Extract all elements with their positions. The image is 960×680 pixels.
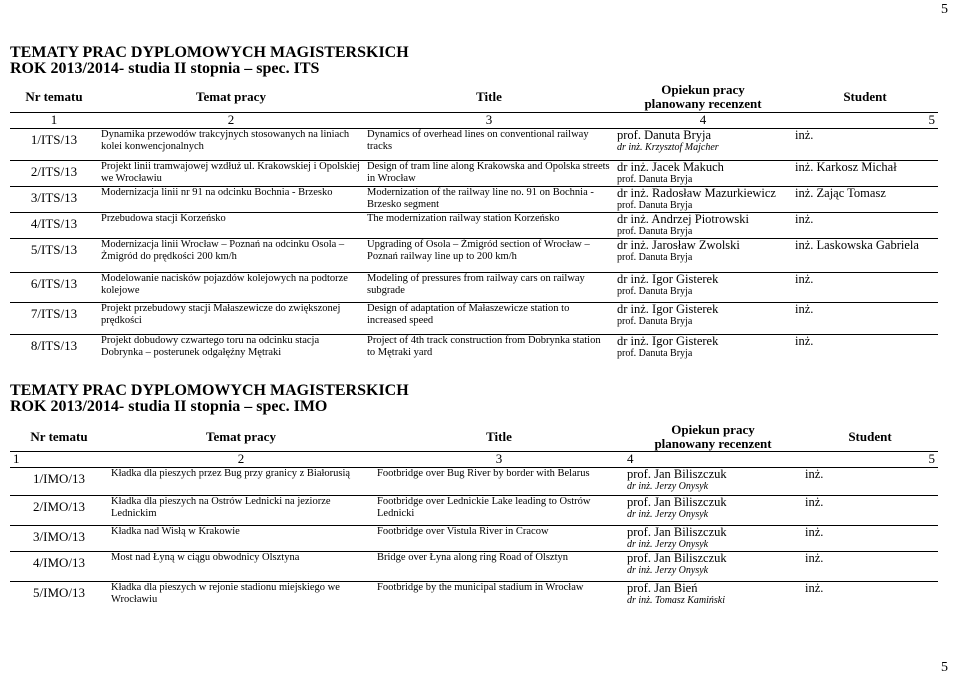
topic-title-en: Footbridge over Lednickie Lake leading to Ostrów Lednicki (377, 496, 591, 519)
topic-title-en: The modernization railway station Korzeńsko (367, 212, 560, 224)
topic-title-pl: Projekt przebudowy stacji Małaszewicze do zwiększonej prędkości (101, 302, 341, 326)
column-number: 1 (13, 451, 20, 466)
column-number: 2 (237, 451, 245, 466)
table-row (10, 160, 938, 186)
its-topics-table (10, 82, 938, 370)
supervisor-name: prof. Jan Biliszczuk (627, 525, 727, 539)
page-number-top: 5 (941, 2, 948, 17)
table-row (10, 468, 938, 496)
supervisor-cell (624, 468, 802, 496)
column-number: 3 (485, 112, 493, 127)
reviewer-name: prof. Danuta Bryja (617, 225, 693, 237)
supervisor-name: dr inż. Jarosław Zwolski (617, 238, 740, 252)
student-name: inż. (805, 495, 824, 509)
reviewer-name: prof. Danuta Bryja (617, 251, 693, 263)
topic-number: 8/ITS/13 (30, 337, 78, 353)
student-name: inż. Laskowska Gabriela (795, 238, 919, 252)
supervisor-name: dr inż. Igor Gisterek (617, 334, 719, 348)
supervisor-cell (614, 238, 792, 272)
topic-number: 1/IMO/13 (33, 471, 85, 486)
column-number: 2 (227, 112, 235, 127)
table-row (10, 238, 938, 272)
student-name: inż. Zając Tomasz (795, 186, 886, 200)
supervisor-cell (624, 582, 802, 616)
imo-topics-table (10, 423, 938, 616)
supervisor-name: prof. Jan Bień (627, 581, 698, 595)
column-number: 4 (699, 112, 707, 127)
topic-number: 3/ITS/13 (30, 189, 78, 205)
topic-number: 4/ITS/13 (30, 215, 78, 231)
supervisor-cell (614, 186, 792, 212)
supervisor-name: prof. Jan Biliszczuk (627, 495, 727, 509)
topic-title-en: Modeling of pressures from railway cars on railway subgrade (367, 272, 585, 296)
supervisor-name: dr inż. Jacek Makuch (617, 160, 724, 174)
supervisor-cell (614, 272, 792, 302)
supervisor-cell (624, 526, 802, 552)
student-name: inż. Karkosz Michał (795, 160, 897, 174)
supervisor-name: prof. Jan Biliszczuk (627, 551, 727, 565)
header-opiekun-label: Opiekun pracy (671, 423, 755, 437)
topic-title-pl: Modernizacja linii Wrocław – Poznań na odcinku Osola – Żmigród do prędkości 200 km/h (101, 238, 345, 262)
header-temat-pracy: Temat pracy (196, 88, 266, 104)
student-name: inż. (795, 128, 814, 142)
student-name: inż. (795, 272, 814, 286)
header-nr-tematu: Nr tematu (25, 88, 83, 104)
topic-title-en: Bridge over Łyna along ring Road of Olsztyn (377, 552, 568, 563)
column-numbers-row (10, 452, 938, 468)
supervisor-cell (614, 212, 792, 238)
column-number: 1 (50, 112, 58, 127)
imo-heading-line2: ROK 2013/2014- studia II stopnia – spec. IMO (10, 398, 328, 415)
student-name: inż. (805, 581, 824, 595)
topic-title-en: Footbridge over Vistula River in Cracow (377, 526, 549, 537)
student-name: inż. (805, 467, 824, 481)
column-numbers-row (10, 112, 938, 128)
reviewer-name: dr inż. Jerzy Onysyk (627, 565, 709, 576)
supervisor-name: prof. Danuta Bryja (617, 128, 712, 142)
reviewer-name: dr inż. Jerzy Onysyk (627, 509, 709, 520)
its-heading (10, 45, 409, 77)
supervisor-name: prof. Jan Biliszczuk (627, 467, 727, 481)
topic-number: 5/IMO/13 (33, 585, 85, 600)
topic-number: 7/ITS/13 (30, 305, 78, 321)
header-temat-pracy: Temat pracy (206, 429, 276, 444)
topic-title-en: Footbridge over Bug River by border with Belarus (377, 468, 590, 479)
table-row (10, 552, 938, 582)
topic-title-pl: Kładka nad Wisłą w Krakowie (111, 526, 240, 537)
supervisor-name: dr inż. Andrzej Piotrowski (617, 212, 749, 226)
header-student: Student (843, 88, 887, 104)
supervisor-cell (624, 552, 802, 582)
topic-title-pl: Modelowanie nacisków pojazdów kolejowych na podtorze kolejowe (101, 272, 348, 296)
topic-number: 2/IMO/13 (33, 499, 85, 514)
column-number: 3 (495, 451, 503, 466)
student-name: inż. (795, 212, 814, 226)
header-opiekun (624, 423, 802, 452)
header-title: Title (476, 88, 502, 104)
header-opiekun (614, 82, 792, 112)
column-number: 5 (928, 451, 935, 466)
topic-number: 5/ITS/13 (30, 241, 78, 257)
supervisor-cell (624, 496, 802, 526)
topic-number: 1/ITS/13 (30, 131, 78, 147)
topic-title-pl: Kładka dla pieszych w rejonie stadionu miejskiego we Wrocławiu (111, 582, 340, 605)
header-recenzent-label: planowany recenzent (654, 436, 772, 451)
topic-title-pl: Modernizacja linii nr 91 na odcinku Bochnia - Brzesko (101, 186, 333, 198)
topic-title-en: Modernization of the railway line no. 91 on Bochnia - Brzesko segment (367, 186, 594, 210)
header-title: Title (486, 429, 512, 444)
table-row (10, 272, 938, 302)
topic-title-en: Design of adaptation of Małaszewicze station to increased speed (367, 302, 570, 326)
reviewer-name: dr inż. Tomasz Kamiński (627, 595, 725, 606)
reviewer-name: prof. Danuta Bryja (617, 285, 693, 297)
reviewer-name: prof. Danuta Bryja (617, 173, 693, 185)
student-name: inż. (805, 551, 824, 565)
student-name: inż. (795, 334, 814, 348)
page-number-bottom: 5 (941, 660, 948, 675)
table-row (10, 186, 938, 212)
header-recenzent-label: planowany recenzent (644, 95, 762, 111)
topic-number: 3/IMO/13 (33, 529, 85, 544)
table-row (10, 496, 938, 526)
student-name: inż. (795, 302, 814, 316)
imo-heading (10, 383, 409, 415)
supervisor-cell (614, 160, 792, 186)
topic-title-pl: Dynamika przewodów trakcyjnych stosowanych na liniach kolei konwencjonalnych (101, 128, 350, 152)
topic-title-pl: Projekt linii tramwajowej wzdłuż ul. Krakowskiej i Opolskiej we Wrocławiu (101, 160, 360, 184)
supervisor-name: dr inż. Igor Gisterek (617, 302, 719, 316)
reviewer-name: dr inż. Krzysztof Majcher (617, 141, 719, 153)
topic-title-pl: Projekt dobudowy czwartego toru na odcinku stacja Dobrynka – posterunek odgałęźny Mętraki (101, 334, 320, 358)
supervisor-cell (614, 302, 792, 334)
header-student: Student (848, 429, 892, 444)
supervisor-cell (614, 334, 792, 370)
topic-title-pl: Przebudowa stacji Korzeńsko (101, 212, 226, 224)
supervisor-name: dr inż. Radosław Mazurkiewicz (617, 186, 776, 200)
table-row (10, 302, 938, 334)
table-row (10, 582, 938, 616)
topic-title-en: Upgrading of Osola – Żmigród section of Wrocław – Poznań railway line up to 200 km/h (367, 238, 590, 262)
imo-heading-line1: TEMATY PRAC DYPLOMOWYCH MAGISTERSKICH (10, 382, 409, 399)
its-heading-line1: TEMATY PRAC DYPLOMOWYCH MAGISTERSKICH (10, 44, 409, 61)
header-nr-tematu: Nr tematu (30, 429, 88, 444)
supervisor-name: dr inż. Igor Gisterek (617, 272, 719, 286)
topic-title-en: Dynamics of overhead lines on conventional railway tracks (367, 128, 589, 152)
topic-title-en: Footbridge by the municipal stadium in Wrocław (377, 582, 584, 593)
header-opiekun-label: Opiekun pracy (661, 82, 745, 97)
topic-number: 2/ITS/13 (30, 163, 78, 179)
its-heading-line2: ROK 2013/2014- studia II stopnia – spec. ITS (10, 60, 320, 77)
reviewer-name: dr inż. Jerzy Onysyk (627, 481, 709, 492)
topic-number: 6/ITS/13 (30, 275, 78, 291)
reviewer-name: prof. Danuta Bryja (617, 347, 693, 359)
topic-title-pl: Most nad Łyną w ciągu obwodnicy Olsztyna (111, 552, 300, 563)
table-row (10, 128, 938, 160)
table-row (10, 334, 938, 370)
column-number: 4 (627, 451, 634, 466)
topic-title-pl: Kładka dla pieszych przez Bug przy granicy z Białorusią (111, 468, 351, 479)
table-row (10, 526, 938, 552)
topic-number: 4/IMO/13 (33, 555, 85, 570)
topic-title-en: Design of tram line along Krakowska and Opolska streets in Wrocław (367, 160, 610, 184)
student-name: inż. (805, 525, 824, 539)
reviewer-name: prof. Danuta Bryja (617, 199, 693, 211)
topic-title-pl: Kładka dla pieszych na Ostrów Lednicki na jeziorze Lednickim (111, 496, 331, 519)
table-row (10, 212, 938, 238)
column-number: 5 (928, 112, 935, 127)
supervisor-cell (614, 128, 792, 160)
reviewer-name: dr inż. Jerzy Onysyk (627, 539, 709, 550)
topic-title-en: Project of 4th track construction from Dobrynka station to Mętraki yard (367, 334, 601, 358)
reviewer-name: prof. Danuta Bryja (617, 315, 693, 327)
